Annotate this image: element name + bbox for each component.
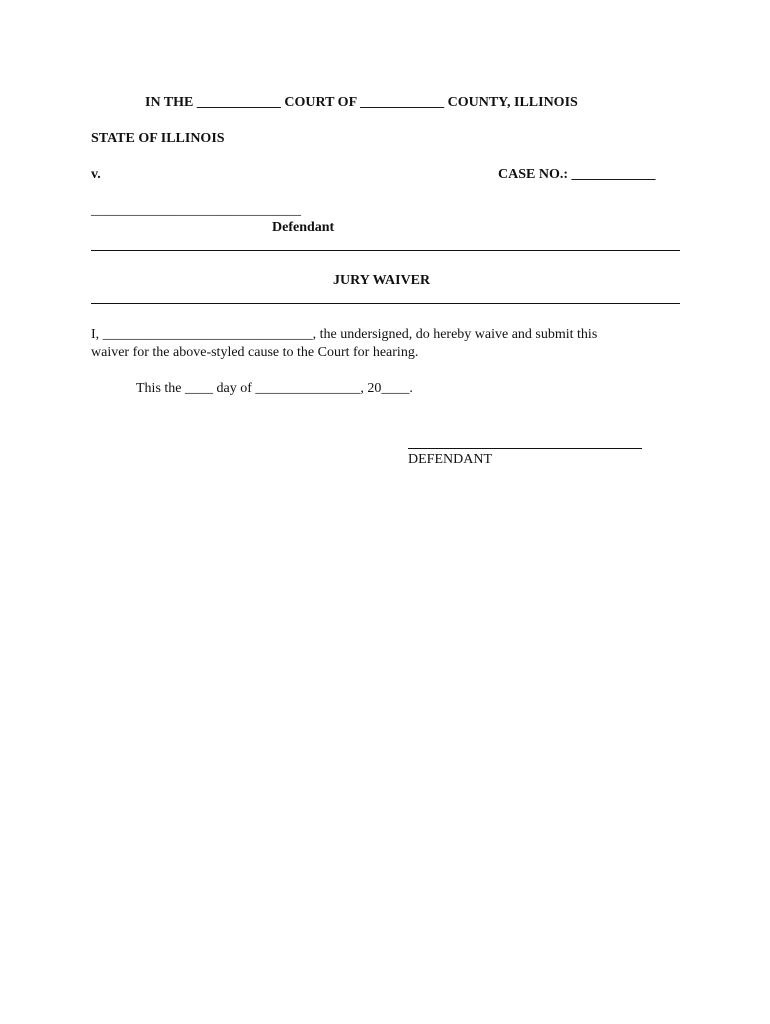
waiver-statement-line-1: I, ______________________________, the undersigned, do hereby waive and submit this bbox=[91, 327, 598, 342]
defendant-label: Defendant bbox=[272, 220, 335, 235]
signature-line bbox=[408, 448, 642, 449]
document-title: JURY WAIVER bbox=[333, 273, 431, 288]
versus-label: v. bbox=[91, 167, 101, 182]
court-caption-line: IN THE ____________ COURT OF ____________ COUNTY, ILLINOIS bbox=[145, 95, 578, 110]
defendant-name-blank: ______________________________ bbox=[91, 203, 301, 218]
signature-label: DEFENDANT bbox=[408, 452, 492, 467]
bottom-divider-rule bbox=[91, 303, 680, 304]
case-number-field: CASE NO.: ____________ bbox=[498, 167, 656, 182]
plaintiff-name: STATE OF ILLINOIS bbox=[91, 131, 225, 146]
waiver-statement-line-2: waiver for the above-styled cause to the Court for hearing. bbox=[91, 345, 419, 360]
top-divider-rule bbox=[91, 250, 680, 251]
date-line: This the ____ day of _______________, 20____. bbox=[136, 381, 413, 396]
